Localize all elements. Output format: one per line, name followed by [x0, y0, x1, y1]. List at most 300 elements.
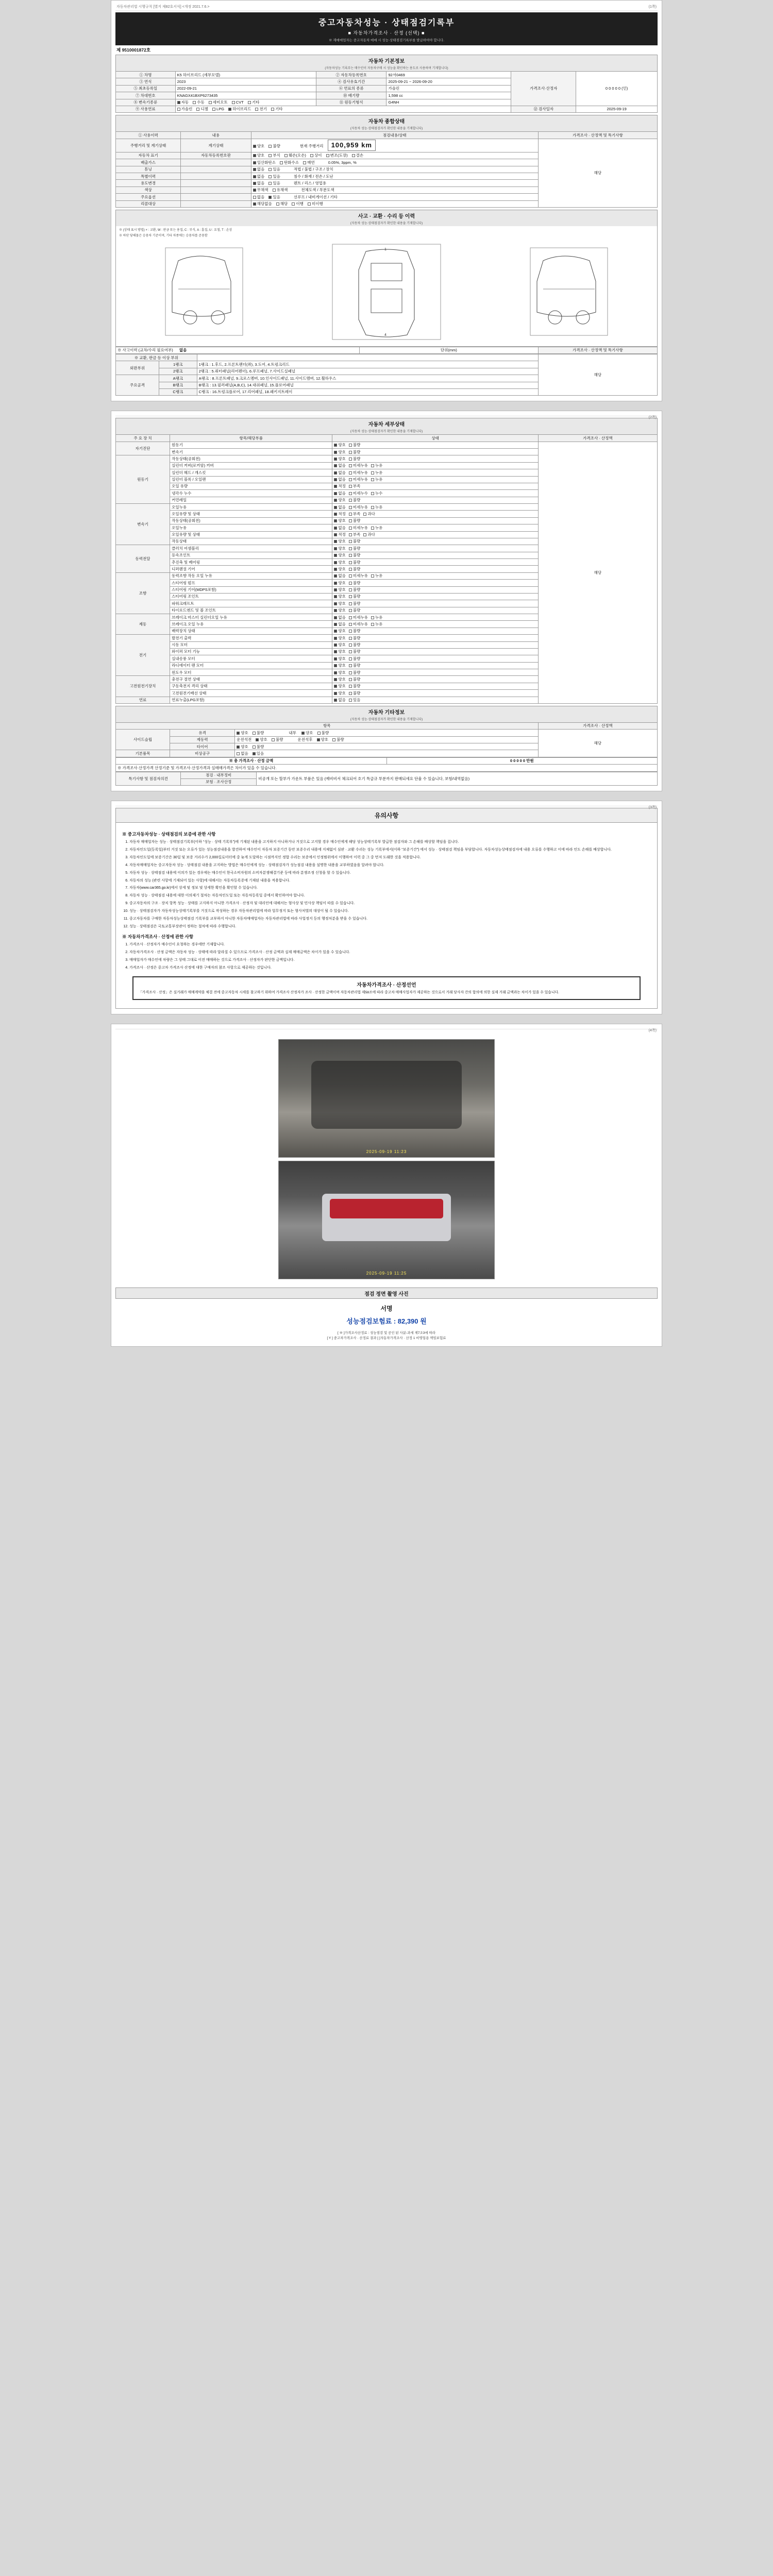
checkbox-누유[interactable]	[371, 464, 374, 467]
checkbox-options-yes[interactable]	[268, 196, 272, 199]
section-other-desc: (자동차 성능·상태점검자가 확인한 내용을 기재합니다)	[350, 718, 423, 721]
outer-rank1-parts: 1랭크 : 1.후드, 2.프론트펜더(좌), 3.도어, 4.트렁크리드	[197, 361, 538, 368]
section-overall-title: 자동차 종합상태	[368, 119, 405, 125]
value-displacement: 1,598 cc	[386, 92, 511, 99]
checkbox-play-bad[interactable]	[253, 732, 256, 735]
detail-header-memo: 가격조사 · 산정액	[538, 435, 657, 442]
detail-status-options[interactable]: 양호 불량	[332, 628, 538, 634]
row-sub-emission	[181, 159, 251, 166]
value-valid: 2025-09-21 ~ 2026-09-20	[386, 78, 511, 85]
checkbox-불량[interactable]	[349, 643, 352, 647]
detail-status-options[interactable]: 양호 불량	[332, 648, 538, 655]
checkbox-양호[interactable]	[334, 650, 337, 653]
checkbox-없음[interactable]	[334, 464, 337, 467]
section-accident-title: 사고 · 교환 · 수리 등 이력	[358, 213, 415, 219]
detail-status-options[interactable]: 양호 불량	[332, 683, 538, 689]
value-motive-options[interactable]: 가솔린 디젤 LPG 하이브리드 전기 기타	[175, 106, 511, 112]
detail-status-options[interactable]: 없음 있음	[332, 697, 538, 703]
checkbox-없음[interactable]	[334, 574, 337, 578]
detail-status-options[interactable]: 없음 미세누유 누유	[332, 572, 538, 579]
checkbox-불량[interactable]	[349, 637, 352, 640]
detail-group-8: 연료	[116, 697, 170, 703]
accident-summary-table	[115, 347, 658, 354]
checkbox-양호[interactable]	[334, 499, 337, 502]
detail-part-label: 윈도우 모터	[170, 669, 332, 676]
notice-sub-item-3: 3. 매매업자가 매수인에 차량은 그 상태 그대로 이전 매매하는 것으로 가격조사 · 산정자가 판단한 금액입니다.	[129, 958, 651, 963]
notice-item-8: 8. 자동차 성능 · 상태점검 내용에 대한 이의제기 절차는 자동차인도일 또는 자동차등록일 중에서 확인하여야 합니다.	[129, 893, 651, 899]
detail-status-options[interactable]: 양호 불량	[332, 655, 538, 662]
header-memo: 가격조사 · 산정액 및 특기사항	[538, 132, 657, 139]
detail-status-options[interactable]: 양호 불량	[332, 593, 538, 600]
detail-part-label: 디퍼렌셜 기어	[170, 566, 332, 572]
checkbox-없음[interactable]	[334, 471, 337, 474]
photo-footnote-1: [ ※ ]가격조사산정료 : 성능점검 및 공인 된 사분-과세 제7조3에 따라	[337, 1331, 436, 1335]
checkbox-불량[interactable]	[349, 602, 352, 605]
detail-status-options[interactable]: 적정 부족 과다	[332, 511, 538, 517]
other-value-brake[interactable]: 운전석전 양호 불량 운전석후 양호 불량	[235, 736, 539, 743]
row-label-plate-mark: 자동차 표기	[116, 152, 181, 159]
row-value-tuning[interactable]: 없음 있음 적법 / 불법 / 구조 / 장치	[251, 166, 538, 173]
detail-status-options[interactable]: 적정 부족 과다	[332, 531, 538, 538]
checkbox-미세누유[interactable]	[349, 527, 352, 530]
checkbox-양호[interactable]	[334, 540, 337, 543]
notice-item-11: 11. 중고자동차를 구매한 자동차성능상태점검 기록부를 교부하지 아니한 자동차매매업자는 자동차관리법에 따라 사업정지 등의 행정처분을 받을 수 있습니다.	[129, 917, 651, 922]
checkbox-양호[interactable]	[334, 602, 337, 605]
checkbox-적정[interactable]	[334, 513, 337, 516]
row-label-tuning: 튜닝	[116, 166, 181, 173]
checkbox-tuning-yes[interactable]	[268, 168, 272, 171]
value-transmission-options[interactable]: 자동 수동 세미오토 CVT 기타	[175, 99, 316, 106]
svg-text:4: 4	[384, 333, 386, 337]
detail-part-label: 실내송풍 모터	[170, 655, 332, 662]
checkbox-color-achromatic[interactable]	[253, 189, 256, 192]
checkbox-불량[interactable]	[349, 554, 352, 557]
row-label-emission: 배출가스	[116, 159, 181, 166]
document-title: 중고자동차성능 · 상태점검기록부	[318, 19, 455, 27]
header-status: 점검내용/상태	[251, 132, 538, 139]
notice-item-5: 5. 자동차 성능 · 상태점검 내용에 이의가 있는 경우에는 매수인이 한국소비자원의 소비자분쟁해결기준 등에 따라 분쟁조정 신청을 할 수 있습니다.	[129, 871, 651, 876]
detail-status-options[interactable]: 양호 불량	[332, 690, 538, 697]
detail-part-label: 변속기	[170, 449, 332, 455]
total-price-label: ※ 총 가격조사 · 산정 금액	[116, 757, 387, 764]
checkbox-special-yes[interactable]	[268, 175, 272, 178]
checkbox-양호[interactable]	[334, 588, 337, 591]
row-value-special[interactable]: 없음 있음 침수 / 화재 / 전손 / 도난	[251, 173, 538, 180]
detail-group-7: 고전원전기장치	[116, 676, 170, 697]
row-label-usechange: 용도변경	[116, 180, 181, 187]
checkbox-없음[interactable]	[334, 527, 337, 530]
checkbox-양호[interactable]	[334, 637, 337, 640]
checkbox-plate-good[interactable]	[253, 154, 256, 157]
declaration-title: 자동차가격조사 · 산정선언	[357, 982, 416, 988]
detail-status-options[interactable]: 양호 불량	[332, 449, 538, 455]
section-detail-desc: (자동차 성능·상태점검자가 확인한 내용을 기재합니다)	[350, 430, 423, 434]
detail-part-label: 실린더 헤드 / 개스킷	[170, 469, 332, 476]
rank-b: B랭크	[159, 382, 197, 388]
checkbox-양호[interactable]	[334, 643, 337, 647]
checkbox-양호[interactable]	[334, 595, 337, 598]
value-fuel: 가솔린	[386, 85, 511, 92]
checkbox-불량[interactable]	[349, 650, 352, 653]
checkbox-불량[interactable]	[349, 664, 352, 667]
checkbox-양호[interactable]	[334, 561, 337, 564]
checkbox-불량[interactable]	[349, 540, 352, 543]
checkbox-fuel-etc[interactable]	[271, 108, 274, 111]
document-banner-note: ※ 재매매업자는 중고자동차 매매 시 성능·상태점검기록부를 발급하여야 합니다.	[328, 39, 445, 42]
detail-status-options[interactable]: 양호 불량	[332, 566, 538, 572]
page2-header-note	[115, 414, 658, 420]
checkbox-미세누유[interactable]	[349, 506, 352, 509]
other-value-tools[interactable]: 없음 있음	[235, 750, 539, 757]
notice-sub-item-1: 1. 가격조사 · 산정자가 매수인이 요청하는 경우에만 기재합니다.	[129, 942, 651, 948]
checkbox-적정[interactable]	[334, 533, 337, 536]
checkbox-양호[interactable]	[334, 692, 337, 695]
section-detail-header	[115, 418, 658, 434]
checkbox-불량[interactable]	[349, 519, 352, 522]
label-displacement: ⑩ 배기량	[316, 92, 386, 99]
checkbox-fuel-hybrid[interactable]	[228, 108, 231, 111]
checkbox-transmission-manual[interactable]	[193, 101, 196, 104]
detail-part-label: 스티어링 기어(MDPS포함)	[170, 586, 332, 593]
checkbox-tire-bad[interactable]	[253, 745, 256, 749]
checkbox-없음[interactable]	[334, 699, 337, 702]
checkbox-brake-front-good[interactable]	[256, 738, 259, 741]
row-value-color[interactable]: 무채색 유채색 전체도색 / 부분도색	[251, 187, 538, 193]
checkbox-recall-yes[interactable]	[276, 202, 279, 206]
photo-undercarriage-timestamp: 2025-09-19 11:23	[366, 1149, 407, 1154]
row-sub-meter: 계기상태	[181, 139, 251, 152]
notice-body	[115, 823, 658, 1008]
checkbox-불량[interactable]	[349, 657, 352, 660]
checkbox-emission-co[interactable]	[253, 161, 256, 164]
notice-item-10: 10. 성능 · 상태점검자가 자동차성능상태기록부를 거짓으로 작성하는 경우 자동차관리법에 따라 업무정지 또는 형사처벌의 대상이 될 수 있습니다.	[129, 909, 651, 914]
checkbox-options-none[interactable]	[253, 196, 256, 199]
detail-group-0: 자기진단	[116, 442, 170, 455]
options-detail: 선루프 / 내비게이션 / 기타	[293, 194, 338, 199]
detail-status-options[interactable]: 양호 불량	[332, 497, 538, 503]
checkbox-불량[interactable]	[349, 692, 352, 695]
photo-section-title: 점검 정면 촬영 사진	[364, 1291, 409, 1297]
checkbox-tuning-none[interactable]	[253, 168, 256, 171]
checkbox-fuel-electric[interactable]	[255, 108, 258, 111]
checkbox-usechange-none[interactable]	[253, 182, 256, 185]
value-inspect-date: 2025-09-19	[576, 106, 658, 112]
detail-part-label: 충전구 절연 상태	[170, 676, 332, 683]
detail-status-options[interactable]: 양호 불량	[332, 641, 538, 648]
page-header-note	[115, 4, 658, 11]
checkbox-usechange-yes[interactable]	[268, 182, 272, 185]
detail-status-options[interactable]: 양호 불량	[332, 600, 538, 607]
checkbox-없음[interactable]	[334, 623, 337, 626]
detail-status-options[interactable]: 없음 미세누유 누유	[332, 614, 538, 621]
label-inspector: 가격조사·산정자	[511, 72, 576, 106]
svg-text:1: 1	[384, 247, 386, 251]
checkbox-transmission-auto[interactable]	[177, 101, 180, 104]
checkbox-없음[interactable]	[334, 492, 337, 495]
checkbox-fuel-lpg[interactable]	[212, 108, 215, 111]
checkbox-양호[interactable]	[334, 547, 337, 550]
row-value-emission[interactable]: 일산화탄소 탄화수소 매연 0.05%, 3ppm, %	[251, 159, 538, 166]
checkbox-있음[interactable]	[349, 699, 352, 702]
checkbox-불량[interactable]	[349, 678, 352, 681]
detail-status-options[interactable]: 양호 불량	[332, 545, 538, 552]
checkbox-미세누유[interactable]	[349, 623, 352, 626]
checkbox-plate-corrosion[interactable]	[268, 154, 272, 157]
row-value-plate[interactable]: 양호 부식 훼손(오손) 상이 변조(도장) 결손	[251, 152, 538, 159]
checkbox-불량[interactable]	[349, 451, 352, 454]
checkbox-미세누유[interactable]	[349, 478, 352, 481]
detail-status-options[interactable]: 양호 불량	[332, 442, 538, 448]
checkbox-color-chromatic[interactable]	[273, 189, 276, 192]
detail-status-options[interactable]: 양호 불량	[332, 607, 538, 614]
detail-part-label: 오일 유량	[170, 483, 332, 489]
parts-section-label: ※ 교환, 판금 등 이상 부위	[116, 354, 197, 361]
checkbox-양호[interactable]	[334, 657, 337, 660]
checkbox-불량[interactable]	[349, 685, 352, 688]
checkbox-불량[interactable]	[349, 568, 352, 571]
checkbox-불량[interactable]	[349, 499, 352, 502]
label-regdate: ⑤ 최초등록일	[116, 85, 176, 92]
label-inspect-date: ⑫ 검사일자	[511, 106, 576, 112]
detail-status-options[interactable]: 양호 불량	[332, 559, 538, 566]
other-value-tire[interactable]: 양호 불량	[235, 743, 539, 750]
checkbox-없음[interactable]	[334, 616, 337, 619]
checkbox-plate-missing[interactable]	[352, 154, 355, 157]
detail-status-options[interactable]: 양호 불량	[332, 580, 538, 586]
detail-status-options[interactable]: 양호 불량	[332, 669, 538, 676]
checkbox-누유[interactable]	[371, 506, 374, 509]
page3-number: (3쪽)	[648, 806, 657, 810]
other-label-basic: 기본품목	[116, 750, 170, 757]
checkbox-양호[interactable]	[334, 457, 337, 461]
detail-part-label: 작동상태(공회전)	[170, 517, 332, 524]
row-label-options: 주요옵션	[116, 194, 181, 200]
checkbox-transmission-etc[interactable]	[248, 101, 251, 104]
checkbox-적정[interactable]	[334, 485, 337, 488]
diagram-legend-2: ※ 하단 당해물은 승용차 기준이며, 기타 차종에는 승용차를 준용함	[119, 234, 208, 238]
checkbox-불량[interactable]	[349, 609, 352, 612]
checkbox-누유[interactable]	[371, 471, 374, 474]
detail-status-options[interactable]: 없음 미세누수 누수	[332, 490, 538, 497]
diagram-legend-1: ※ (상태 표시 방법) × : 교환, W : 판금 또는 용접, C : 부식, A : 흠집, U : 요철, T : 손상	[119, 228, 232, 232]
checkbox-양호[interactable]	[334, 554, 337, 557]
value-plate: 92서0469	[386, 72, 511, 78]
total-price-note: ※ 가격조사·산정가격 산정기준 및 가격조사·산정가격과 실매매가격은 차이가 있을 수 있습니다.	[116, 765, 658, 771]
checkbox-recall-notdone[interactable]	[308, 202, 311, 206]
diagram-row	[119, 240, 654, 343]
checkbox-양호[interactable]	[334, 685, 337, 688]
checkbox-누유[interactable]	[371, 616, 374, 619]
row-sub-special	[181, 173, 251, 180]
accident-history-label: ※ 사고이력 (교차/수리 필요여부)	[117, 348, 173, 353]
checkbox-불량[interactable]	[349, 671, 352, 674]
checkbox-brake-front-bad[interactable]	[272, 738, 275, 741]
detail-header-status: 상태	[332, 435, 538, 442]
insurance-note-label: 보험 · 조사산정	[181, 778, 257, 785]
page3-header-note	[115, 804, 658, 810]
special-note-table	[115, 772, 658, 786]
checkbox-play-good[interactable]	[237, 732, 240, 735]
checkbox-양호[interactable]	[334, 568, 337, 571]
row-sub-plate: 자동차등록번호판	[181, 152, 251, 159]
brake-front-label: 운전석전	[237, 737, 252, 742]
checkbox-transmission-cvt[interactable]	[232, 101, 235, 104]
detail-status-options[interactable]: 양호 불량	[332, 676, 538, 683]
detail-status-options[interactable]: 없음 미세누유 누유	[332, 476, 538, 483]
mileage-value: 100,959 km	[328, 140, 376, 151]
detail-part-label: 오일유량 및 상태	[170, 511, 332, 517]
row-value-usechange[interactable]: 없음 있음 렌트 / 리스 / 영업용	[251, 180, 538, 187]
detail-status-options[interactable]: 양호 불량	[332, 662, 538, 669]
checkbox-미세누유[interactable]	[349, 616, 352, 619]
detail-status-options[interactable]: 양호 불량	[332, 635, 538, 641]
detail-status-options[interactable]: 양호 불량	[332, 455, 538, 462]
checkbox-tire-good[interactable]	[237, 745, 240, 749]
detail-status-options[interactable]: 양호 불량	[332, 586, 538, 593]
checkbox-tools-none[interactable]	[237, 752, 240, 755]
checkbox-미세누수[interactable]	[349, 492, 352, 495]
section-accident-header	[115, 210, 658, 226]
checkbox-양호[interactable]	[334, 664, 337, 667]
checkbox-양호[interactable]	[334, 678, 337, 681]
row-sub-options	[181, 194, 251, 200]
label-engine-type: ⑪ 원동기형식	[316, 99, 386, 106]
checkbox-불량[interactable]	[349, 457, 352, 461]
checkbox-meter-good[interactable]	[253, 145, 256, 148]
detail-part-label: 작동상태(공회전)	[170, 455, 332, 462]
detail-status-options[interactable]: 적정 부족	[332, 483, 538, 489]
total-price-table	[115, 757, 658, 772]
other-header-item: 항목	[116, 722, 539, 729]
checkbox-불량[interactable]	[349, 595, 352, 598]
section-accident-desc: (자동차 성능·상태점검자가 확인한 내용을 기재합니다)	[350, 222, 423, 225]
other-info-table	[115, 722, 658, 757]
row-sub-color	[181, 187, 251, 193]
brake-rear-label: 운전석후	[297, 737, 313, 742]
detail-status-options[interactable]: 없음 미세누유 누유	[332, 469, 538, 476]
checkbox-불량[interactable]	[349, 547, 352, 550]
document-subtitle: ■ 자동차가격조사 · 산정 (선택) ■	[348, 30, 425, 36]
header-usage: ① 사용이력	[116, 132, 181, 139]
checkbox-불량[interactable]	[349, 561, 352, 564]
checkbox-불량[interactable]	[349, 630, 352, 633]
label-motive: ⑨ 사용연료	[116, 106, 176, 112]
checkbox-fuel-gasoline[interactable]	[177, 108, 180, 111]
checkbox-emission-hc[interactable]	[280, 161, 283, 164]
checkbox-누유[interactable]	[371, 478, 374, 481]
checkbox-부족[interactable]	[349, 485, 352, 488]
detail-status-options[interactable]: 양호 불량	[332, 538, 538, 545]
checkbox-없음[interactable]	[334, 506, 337, 509]
row-value-mileage[interactable]: 양호 불량 현재 주행거리 100,959 km	[251, 139, 538, 152]
checkbox-불량[interactable]	[349, 444, 352, 447]
checkbox-누수[interactable]	[371, 492, 374, 495]
signature-title: 서명	[380, 1304, 393, 1312]
rank-a: A랭크	[159, 375, 197, 382]
detail-part-label: 시동 모터	[170, 641, 332, 648]
detail-status-options[interactable]: 없음 미세누유 누유	[332, 504, 538, 511]
detail-part-label: 오일누유	[170, 524, 332, 531]
emission-values: 0.05%, 3ppm, %	[328, 160, 357, 165]
checkbox-부족[interactable]	[349, 513, 352, 516]
checkbox-양호[interactable]	[334, 582, 337, 585]
checkbox-양호[interactable]	[334, 519, 337, 522]
checkbox-불량[interactable]	[349, 588, 352, 591]
checkbox-fuel-diesel[interactable]	[196, 108, 199, 111]
checkbox-과다[interactable]	[363, 533, 366, 536]
page-3	[111, 801, 662, 1014]
checkbox-meter-bad[interactable]	[268, 145, 272, 148]
detail-part-label: 추진축 및 베어링	[170, 559, 332, 566]
checkbox-미세누유[interactable]	[349, 574, 352, 578]
detail-status-options[interactable]: 없음 미세누유 누유	[332, 524, 538, 531]
checkbox-누유[interactable]	[371, 623, 374, 626]
checkbox-emission-smoke[interactable]	[303, 161, 306, 164]
checkbox-미세누유[interactable]	[349, 464, 352, 467]
checkbox-plate-different[interactable]	[310, 154, 313, 157]
checkbox-불량[interactable]	[349, 582, 352, 585]
checkbox-과다[interactable]	[363, 513, 366, 516]
checkbox-양호[interactable]	[334, 609, 337, 612]
photo-section	[115, 1031, 658, 1287]
checkbox-양호[interactable]	[334, 630, 337, 633]
value-year: 2023	[175, 78, 316, 85]
special-note-text: 비공개 또는 할부가 가운트 부품은 있음 (예비비서 체크되어 호기 특급규 부분까지 판매되세요 단율 수 있습니다, 보험/내역없음)	[257, 772, 658, 786]
checkbox-미세누유[interactable]	[349, 471, 352, 474]
notice-item-2: 2. 자동차인도일(등록일)부터 거짓 또는 오류가 있는 성능점검내용을 발견하여 매수인이 자동차 보증기간 동안 보증수리 내용에 지체없이 심판 · 교환 수리는 성능 기록부에서(이하 “보증기간”) 에서 성능 · 상태점검 책임을 부담합니다. 자동차성능상태점검자에 내용 오류를 수행하고 이에 따라 인도 손해를 배상합니다.	[129, 848, 651, 853]
checkbox-inner-good[interactable]	[301, 732, 305, 735]
mileage-label: 현재 주행거리	[299, 144, 324, 149]
checkbox-양호[interactable]	[334, 451, 337, 454]
checkbox-recall-done[interactable]	[292, 202, 295, 206]
checkbox-inner-bad[interactable]	[317, 732, 321, 735]
checkbox-plate-altered[interactable]	[326, 154, 329, 157]
label-frame: 주요골격	[116, 375, 159, 396]
detail-status-options[interactable]: 양호 불량	[332, 552, 538, 558]
checkbox-양호[interactable]	[334, 671, 337, 674]
checkbox-양호[interactable]	[334, 444, 337, 447]
notice-item-6: 6. 자동차의 성능 (관련 사항에 기재되어 있는 사항)에 대해서는 자동차등록증에 기재된 내용을 적용합니다.	[129, 878, 651, 884]
detail-part-label: 발전기 출력	[170, 635, 332, 641]
detail-part-label: 원동기	[170, 442, 332, 448]
other-value-play[interactable]: 양호 불량 내부 양호 불량	[235, 730, 539, 736]
detail-part-label: 냉각수 누수	[170, 490, 332, 497]
checkbox-transmission-semi[interactable]	[209, 101, 212, 104]
checkbox-brake-rear-bad[interactable]	[332, 738, 335, 741]
document-number: 제 9510001872호	[116, 47, 151, 53]
checkbox-brake-rear-good[interactable]	[317, 738, 320, 741]
detail-status-options[interactable]: 없음 미세누유 누유	[332, 462, 538, 469]
checkbox-누유[interactable]	[371, 527, 374, 530]
checkbox-누유[interactable]	[371, 574, 374, 578]
checkbox-special-none[interactable]	[253, 175, 256, 178]
checkbox-recall-na[interactable]	[253, 202, 256, 206]
detail-part-label: 실린더 커버(로커암) 커버	[170, 462, 332, 469]
photo-section-header	[115, 1287, 658, 1299]
photo-rear-timestamp: 2025-09-19 11:25	[366, 1270, 407, 1276]
checkbox-부족[interactable]	[349, 533, 352, 536]
checkbox-plate-damage[interactable]	[284, 154, 288, 157]
row-value-recall[interactable]: 해당없음 해당 이행 미이행	[251, 200, 538, 207]
row-value-options[interactable]: 없음 있음 선루프 / 내비게이션 / 기타	[251, 194, 538, 200]
car-side-left-diagram	[160, 240, 248, 343]
checkbox-tools-yes[interactable]	[253, 752, 256, 755]
detail-status-options[interactable]: 양호 불량	[332, 517, 538, 524]
detail-status-options[interactable]: 없음 미세누유 누유	[332, 621, 538, 628]
label-fuel: ⑥ 연료의 종류	[316, 85, 386, 92]
parts-rank-table	[115, 354, 658, 396]
checkbox-없음[interactable]	[334, 478, 337, 481]
